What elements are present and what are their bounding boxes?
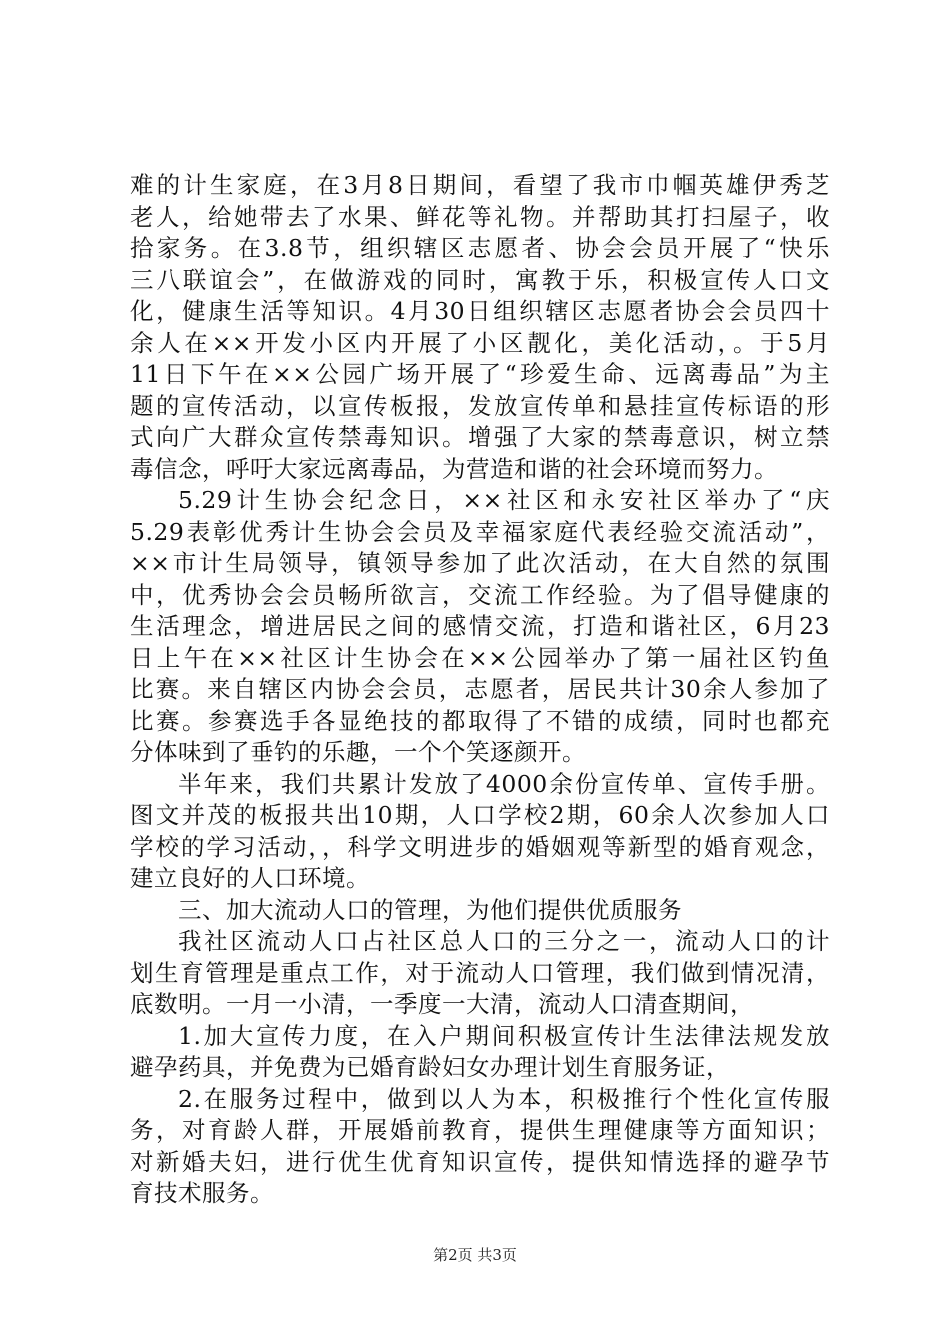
text-line: ××市计生局领导，镇领导参加了此次活动，在大自然的氛围: [130, 549, 830, 577]
text-line: 比赛。参赛选手各显绝技的都取得了不错的成绩，同时也都充: [130, 706, 830, 735]
text-line: 学校的学习活动，，科学文明进步的婚姻观等新型的婚育观念，: [130, 832, 830, 861]
text-line: 2.在服务过程中，做到以人为本，积极推行个性化宣传服: [178, 1084, 830, 1113]
text-line: 务，对育龄人群，开展婚前教育，提供生理健康等方面知识；: [130, 1116, 830, 1144]
text-line: 题的宣传活动，以宣传板报，发放宣传单和悬挂宣传标语的形: [130, 391, 830, 420]
text-line: 难的计生家庭，在3月8日期间，看望了我市巾帼英雄伊秀芝: [130, 171, 830, 199]
document-body: [130, 170, 830, 1210]
text-line: 底数明。一月一小清，一季度一大清，流动人口清查期间，: [130, 990, 754, 1018]
text-line: 生活理念，增进居民之间的感情交流，打造和谐社区，6月23: [130, 612, 830, 640]
text-line: 对新婚夫妇，进行优生优育知识宣传，提供知情选择的避孕节: [130, 1147, 830, 1176]
text-line: 三八联谊会”，在做游戏的同时，寓教于乐，积极宣传人口文: [130, 265, 830, 294]
text-line: 5.29计生协会纪念日，××社区和永安社区举办了“庆: [178, 486, 830, 514]
text-line: 避孕药具，并免费为已婚育龄妇女办理计划生育服务证，: [130, 1053, 730, 1081]
section-heading: 三、加大流动人口的管理，为他们提供优质服务: [178, 895, 682, 924]
page-footer: 第2页 共3页: [433, 1246, 517, 1264]
text-line: 拾家务。在3.8节，组织辖区志愿者、协会会员开展了“快乐: [130, 234, 830, 262]
text-line: 1.加大宣传力度，在入户期间积极宣传计生法律法规发放: [178, 1021, 830, 1050]
text-line: 建立良好的人口环境。: [130, 864, 370, 892]
text-line: 比赛。来自辖区内协会会员，志愿者，居民共计30余人参加了: [130, 675, 830, 703]
text-line: 中，优秀协会会员畅所欲言，交流工作经验。为了倡导健康的: [130, 580, 830, 609]
text-line: 半年来，我们共累计发放了4000余份宣传单、宣传手册。: [178, 769, 830, 798]
text-line: 11日下午在××公园广场开展了“珍爱生命、远离毒品”为主: [130, 360, 830, 388]
text-line: 5.29表彰优秀计生协会会员及幸福家庭代表经验交流活动”，: [130, 517, 830, 546]
text-line: 分体味到了垂钓的乐趣，一个个笑逐颜开。: [130, 738, 586, 766]
text-line: 老人，给她带去了水果、鲜花等礼物。并帮助其打扫屋子，收: [130, 202, 830, 231]
text-line: 划生育管理是重点工作，对于流动人口管理，我们做到情况清，: [130, 958, 830, 987]
text-line: 毒信念，呼吁大家远离毒品，为营造和谐的社会环境而努力。: [130, 454, 778, 483]
text-line: 式向广大群众宣传禁毒知识。增强了大家的禁毒意识，树立禁: [130, 423, 830, 451]
text-line: 我社区流动人口占社区总人口的三分之一，流动人口的计: [178, 927, 830, 955]
text-line: 余人在××开发小区内开展了小区靓化，美化活动，。于5月: [130, 328, 830, 357]
text-line: 育技术服务。: [130, 1179, 274, 1207]
text-line: 图文并茂的板报共出10期，人口学校2期，60余人次参加人口: [130, 801, 830, 829]
text-line: 化，健康生活等知识。4月30日组织辖区志愿者协会会员四十: [130, 297, 830, 325]
text-line: 日上午在××社区计生协会在××公园举办了第一届社区钓鱼: [130, 643, 830, 672]
